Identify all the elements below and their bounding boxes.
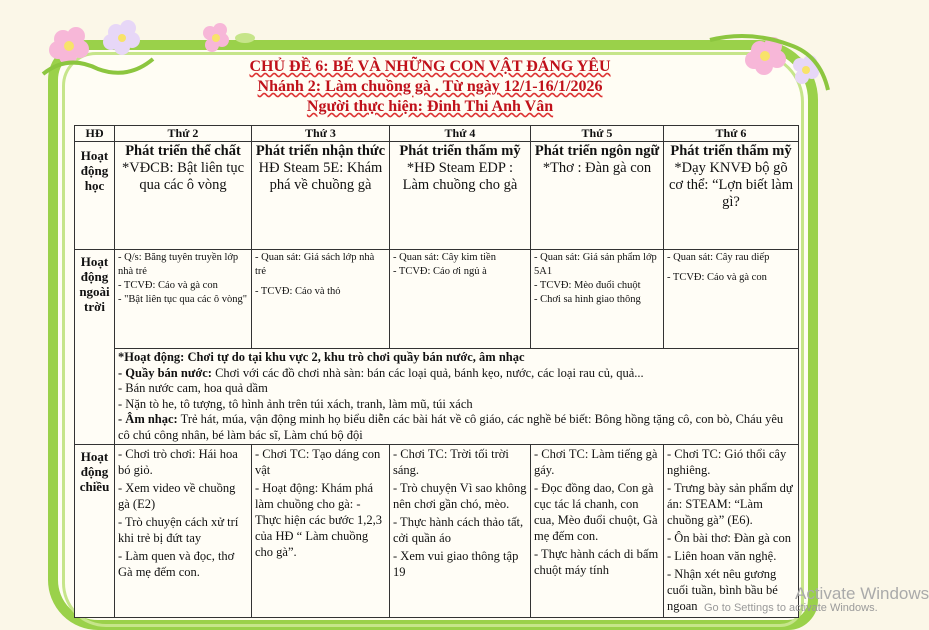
list-item: - Ôn bài thơ: Đàn gà con [667,531,791,545]
list-item [118,381,795,397]
list-item: - Thực hành cách di bấm chuột máy tính [534,547,659,577]
subject-detail: HĐ Steam 5E: Khám phá về chuồng gà [258,160,383,193]
learning-cell [115,142,252,250]
outdoor-cell [115,250,252,349]
play-line-text: Chơi với các đồ chơi nhà sàn: bán các loại quả, bánh kẹo, nước, các loại rau củ, quả... [211,365,644,380]
play-line-text: - Bán nước cam, hoa quả dầm [118,381,268,395]
list-item: - Chơi TC: Trời tối trời sáng. [393,447,509,477]
afternoon-cell [531,445,664,618]
list-item: - "Bật liên tục qua các ô vòng" [118,294,247,305]
list-item: - TCVĐ: Cáo và thỏ [255,286,341,297]
subject-detail: *Dạy KNVĐ bộ gõ cơ thể: “Lợn biết làm gì? [668,160,794,210]
afternoon-row [75,445,799,618]
subject-title: Phát triển thể chất [125,143,241,159]
list-item: - Chơi TC: Gió thổi cây nghiêng. [667,447,787,477]
list-item [118,366,795,382]
list-item: - TCVĐ: Cáo ơi ngủ à [393,266,487,277]
outdoor-cell [664,250,799,349]
header-cell-day: Thứ 4 [390,126,531,142]
header-cell-day: Thứ 5 [531,126,664,142]
branch-subtitle: Nhánh 2: Làm chuồng gà . Từ ngày 12/1-16/1/2026 [257,78,603,95]
afternoon-cell [252,445,390,618]
row-label-outdoor: Hoạt động ngoài trời [75,250,115,445]
play-line-bold: - Âm nhạc: [118,412,178,426]
list-item: - Chơi TC: Tạo dáng con vật [255,447,381,477]
free-play-cell [115,349,799,445]
list-item [118,397,795,413]
list-item: - Q/s: Băng tuyên truyền lớp nhà trẻ [118,252,239,277]
list-item: - Chơi TC: Làm tiếng gà gáy. [534,447,658,477]
weekly-plan-table [74,125,799,618]
subject-title: Phát triển nhận thức [255,143,386,159]
row-label-afternoon: Hoạt động chiều [75,445,115,618]
learning-cell [390,142,531,250]
afternoon-cell [664,445,799,618]
header-cell-day: Thứ 6 [664,126,799,142]
header-cell-hd: HĐ [75,126,115,142]
play-line-text: - Nặn tò he, tô tượng, tô hình ảnh trên túi xách, tranh, làm mũ, túi xách [118,396,473,411]
list-item: - TCVĐ: Cáo và gà con [667,272,767,283]
subject-detail: *HĐ Steam EDP : Làm chuồng cho gà [402,160,518,193]
list-item: - Trò chuyện Vì sao không nên chơi gần chó, mèo. [393,481,527,511]
list-item: - Đọc đồng dao, Con gà cục tác lá chanh, con cua, Mèo đuổi chuột, Gà mẹ đếm con. [534,481,658,543]
list-item: - Chơi trò chơi: Hái hoa bó giỏ. [118,447,238,477]
outdoor-row [75,250,799,349]
play-row [75,349,799,445]
subject-title: Phát triển ngôn ngữ [534,143,660,159]
play-line-text: Trẻ hát, múa, vận động minh họ biểu diễn các bài hát về cô giáo, các nghề bé biết: Bông hồng tặng cô, con bò, Cháu yêu cô chú công nhân, bé làm bác sĩ, Làm chú bộ đội [118,412,784,442]
subject-title: Phát triển thẩm mỹ [399,143,521,159]
list-item: - Liên hoan văn nghệ. [667,549,777,563]
list-item: - Quan sát: Cây kim tiền [393,252,496,263]
learning-row [75,142,799,250]
play-heading [118,350,795,366]
learning-cell [252,142,390,250]
list-item: - Quan sát: Giá sản phẩm lớp 5A1 [534,252,657,277]
flower-decoration-icon [190,18,270,58]
header-cell-day: Thứ 2 [115,126,252,142]
list-item: - Quan sát: Giá sách lớp nhà trẻ [255,252,375,277]
list-item: - Xem vui giao thông tập 19 [393,549,519,579]
list-item: - Nhận xét nêu gương cuối tuần, bình bầu bé ngoan [667,567,778,613]
list-item: - Thực hành cách thảo tất, cởi quần áo [393,515,524,545]
learning-cell [531,142,664,250]
header-cell-day: Thứ 3 [252,126,390,142]
outdoor-cell [531,250,664,349]
list-item [118,412,795,443]
list-item: - Trò chuyện cách xử trí khi trẻ bị đứt tay [118,515,239,545]
list-item: - Quan sát: Cây rau diếp [667,252,770,263]
list-item: - Xem video về chuồng gà (E2) [118,481,236,511]
outdoor-cell [390,250,531,349]
learning-cell [664,142,799,250]
subject-title: Phát triển thẩm mỹ [670,143,792,159]
watermark-goto-text: Go to Settings to activate Windows. [704,602,878,614]
author-line: Người thực hiện: Đinh Thi Anh Vân [306,98,554,115]
subject-detail: *VĐCB: Bật liên tục qua các ô vòng [121,160,245,193]
list-item: - Làm quen và đọc, thơ Gà mẹ đếm con. [118,549,235,579]
row-label-learning: Hoạt động học [75,142,115,250]
play-line-bold: - Quầy bán nước: [118,365,212,380]
table-header-row [75,126,799,142]
list-item: - TCVĐ: Mèo đuổi chuột [534,280,641,291]
afternoon-cell [390,445,531,618]
play-heading-text: *Hoạt động: Chơi tự do tại khu vực 2, khu trò chơi quầy bán nước, âm nhạc [118,350,525,364]
page-header [120,57,740,117]
list-item: - TCVĐ: Cáo và gà con [118,280,218,291]
list-item: - Chơi sa hình giao thông [534,294,641,305]
subject-detail: *Thơ : Đàn gà con [542,160,652,176]
watermark-activate-text: Activate Windows [795,584,929,603]
list-item: - Hoạt động: Khám phá làm chuồng cho gà: - Thực hiện các bước 1,2,3 của HĐ “ Làm chuồng cho gà”. [255,481,383,559]
list-item: - Trưng bày sản phẩm dự án: STEAM: “Làm chuồng gà” (E6). [667,481,793,527]
outdoor-cell [252,250,390,349]
page-title: CHỦ ĐỀ 6: BÉ VÀ NHỮNG CON VẬT ĐÁNG YÊU [249,58,611,75]
afternoon-cell [115,445,252,618]
